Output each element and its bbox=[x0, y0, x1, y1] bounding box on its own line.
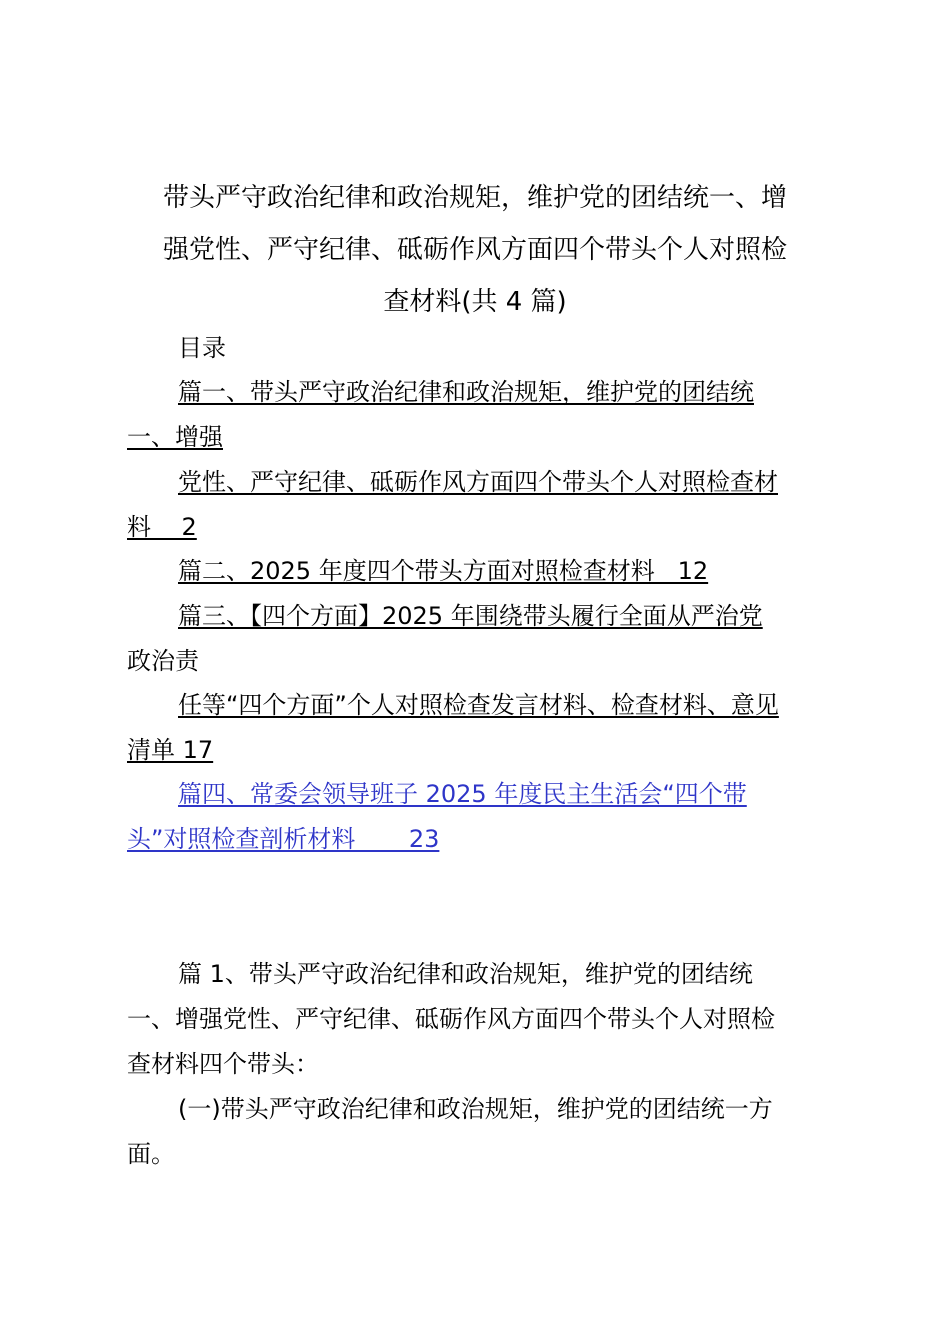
toc-heading: 目录 bbox=[178, 334, 226, 362]
body-paragraph-1-line-3: 查材料四个带头： bbox=[127, 1050, 319, 1078]
document-title-line-1: 带头严守政治纪律和政治规矩，维护党的团结统一、增 bbox=[162, 183, 787, 213]
toc-entry-2[interactable]: 篇二、2025 年度四个带头方面对照检查材料 12 bbox=[178, 557, 709, 585]
body-paragraph-2-line-2: 面。 bbox=[127, 1140, 175, 1168]
toc-entry-3-line-4[interactable]: 清单 17 bbox=[127, 736, 214, 764]
toc-entry-1-line-1[interactable]: 篇一、带头严守政治纪律和政治规矩，维护党的团结统 bbox=[178, 378, 754, 406]
toc-entry-4-line-1[interactable]: 篇四、常委会领导班子 2025 年度民主生活会“四个带 bbox=[178, 780, 747, 808]
toc-entry-3-line-2[interactable]: 政治责 bbox=[127, 647, 199, 675]
toc-entry-3-line-3[interactable]: 任等“四个方面”个人对照检查发言材料、检查材料、意见 bbox=[178, 691, 779, 719]
document-title-line-2: 强党性、严守纪律、砥砺作风方面四个带头个人对照检 bbox=[162, 235, 787, 265]
toc-entry-3-line-1[interactable]: 篇三、【四个方面】2025 年围绕带头履行全面从严治党 bbox=[178, 602, 763, 630]
body-paragraph-1-line-1: 篇 1、带头严守政治纪律和政治规矩，维护党的团结统 bbox=[178, 960, 753, 988]
body-paragraph-2-line-1: (一)带头严守政治纪律和政治规矩，维护党的团结统一方 bbox=[178, 1095, 773, 1123]
toc-entry-1-line-3[interactable]: 党性、严守纪律、砥砺作风方面四个带头个人对照检查材 bbox=[178, 468, 778, 496]
toc-entry-1-line-4[interactable]: 料 2 bbox=[127, 513, 197, 541]
toc-entry-4-line-2[interactable]: 头”对照检查剖析材料 23 bbox=[127, 825, 440, 853]
document-title-line-3: 查材料(共 4 篇) bbox=[383, 287, 567, 317]
body-paragraph-1-line-2: 一、增强党性、严守纪律、砥砺作风方面四个带头个人对照检 bbox=[127, 1005, 775, 1033]
toc-entry-1-line-2[interactable]: 一、增强 bbox=[127, 423, 223, 451]
